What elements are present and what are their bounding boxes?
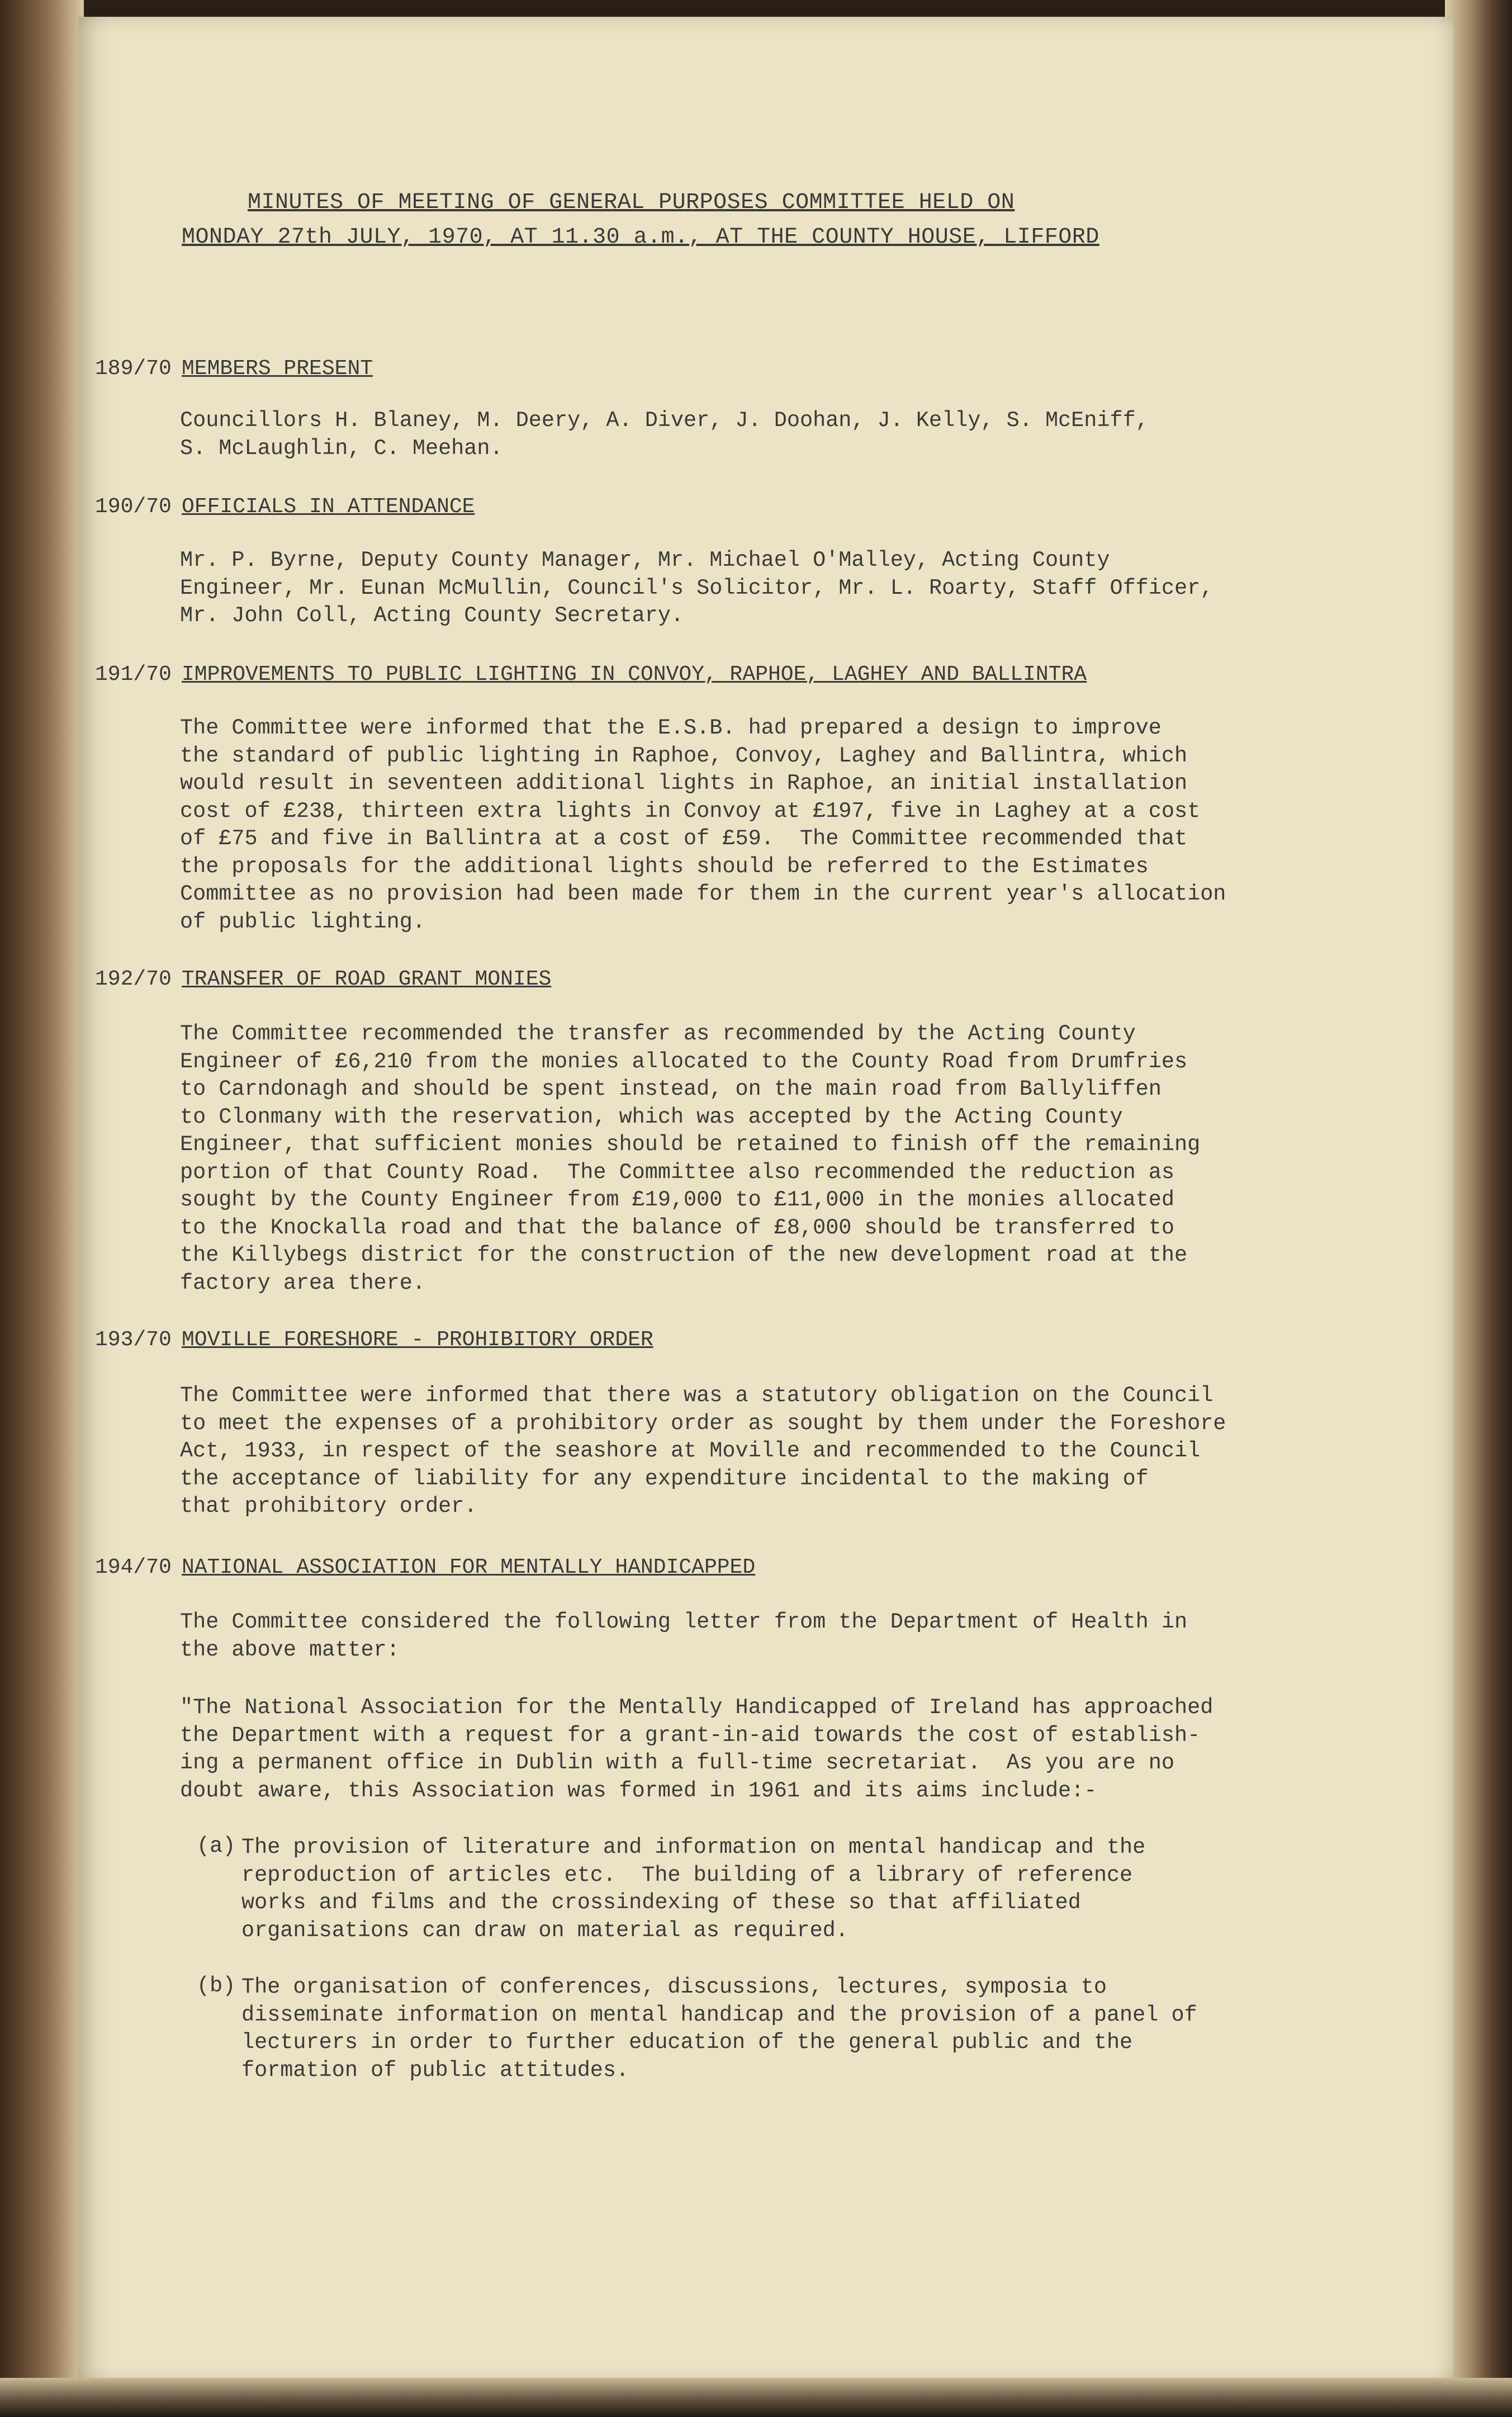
quoted-letter: "The National Association for the Mentally Handicapped of Ireland has approached the Department with a request for a grant-in-aid towards the cost of establish- ing a permanent office in Dublin with a full-time secretariat. As you are no doubt aware, this Association was formed in 1961 and its aims include:- xyxy=(180,1695,1214,1803)
item-heading: MEMBERS PRESENT xyxy=(182,357,373,381)
item-heading: OFFICIALS IN ATTENDANCE xyxy=(182,495,475,519)
list-marker: (a) xyxy=(197,1834,236,1858)
item-text: The Committee considered the following letter from the Department of Health in the above matter: xyxy=(180,1610,1188,1662)
item-heading: NATIONAL ASSOCIATION FOR MENTALLY HANDICAPPED xyxy=(182,1555,756,1579)
document-title-line-1: MINUTES OF MEETING OF GENERAL PURPOSES COMMITTEE HELD ON xyxy=(248,190,1015,215)
item-number: 192/70 xyxy=(95,967,172,991)
item-heading: IMPROVEMENTS TO PUBLIC LIGHTING IN CONVOY, RAPHOE, LAGHEY AND BALLINTRA xyxy=(182,663,1087,687)
book-binding-right xyxy=(1445,0,1512,2417)
item-number: 189/70 xyxy=(95,357,172,381)
item-heading: TRANSFER OF ROAD GRANT MONIES xyxy=(182,967,552,991)
item-number: 193/70 xyxy=(95,1328,172,1352)
item-text: The Committee recommended the transfer as recommended by the Acting County Engineer of £6,210 from the monies allocated to the County Road from Drumfries to Carndonagh and should be spent instead, on the main road from Ballyliffen to Clonmany with the reservation, which was accepted by the Acting County Engineer, that sufficient monies should be retained to finish off the remaining portion of that County Road. The Committee also recommended the reduction as sought by the County Engineer from £19,000 to £11,000 in the monies allocated to the Knockalla road and that the balance of £8,000 should be transferred to the Killybegs district for the construction of the new development road at the factory area there. xyxy=(180,1021,1201,1295)
item-text: The Committee were informed that there was a statutory obligation on the Council to meet the expenses of a prohibitory order as sought by them under the Foreshore Act, 1933, in respect of the seashore at Moville and recommended to the Council the acceptance of liability for any expenditure incidental to the making of that prohibitory order. xyxy=(180,1383,1226,1519)
list-marker: (b) xyxy=(197,1974,236,1998)
item-text: Councillors H. Blaney, M. Deery, A. Diver, J. Doohan, J. Kelly, S. McEniff, S. McLaughlin, C. Meehan. xyxy=(180,408,1149,461)
book-bottom-edge xyxy=(0,2378,1512,2417)
item-number: 194/70 xyxy=(95,1555,172,1579)
book-binding-left xyxy=(0,0,84,2404)
item-number: 191/70 xyxy=(95,663,172,687)
item-number: 190/70 xyxy=(95,495,172,519)
item-text: The Committee were informed that the E.S.B. had prepared a design to improve the standard of public lighting in Raphoe, Convoy, Laghey and Ballintra, which would result in seventeen additional lights in Raphoe, an initial installation cost of £238, thirteen extra lights in Convoy at £197, five in Laghey at a cost of £75 and five in Ballintra at a cost of £59. The Committee recommended that the proposals for the additional lights should be referred to the Estimates Committee as no provision had been made for them in the current year's allocation of public lighting. xyxy=(180,716,1226,934)
document-title-line-2: MONDAY 27th JULY, 1970, AT 11.30 a.m., AT THE COUNTY HOUSE, LIFFORD xyxy=(182,225,1099,250)
list-item-text: The organisation of conferences, discussions, lectures, symposia to disseminate information on mental handicap and the provision of a panel of lecturers in order to further education of the general public and the formation of public attitudes. xyxy=(241,1975,1197,2083)
list-item-text: The provision of literature and information on mental handicap and the reproduction of articles etc. The building of a library of reference works and films and the crossindexing of these so that affiliated organisations can draw on material as required. xyxy=(241,1835,1146,1943)
item-heading: MOVILLE FORESHORE - PROHIBITORY ORDER xyxy=(182,1328,653,1352)
item-text: Mr. P. Byrne, Deputy County Manager, Mr. Michael O'Malley, Acting County Engineer, Mr. Eunan McMullin, Council's Solicitor, Mr. L. Roarty, Staff Officer, Mr. John Coll, Acting County Secretary. xyxy=(180,548,1214,628)
